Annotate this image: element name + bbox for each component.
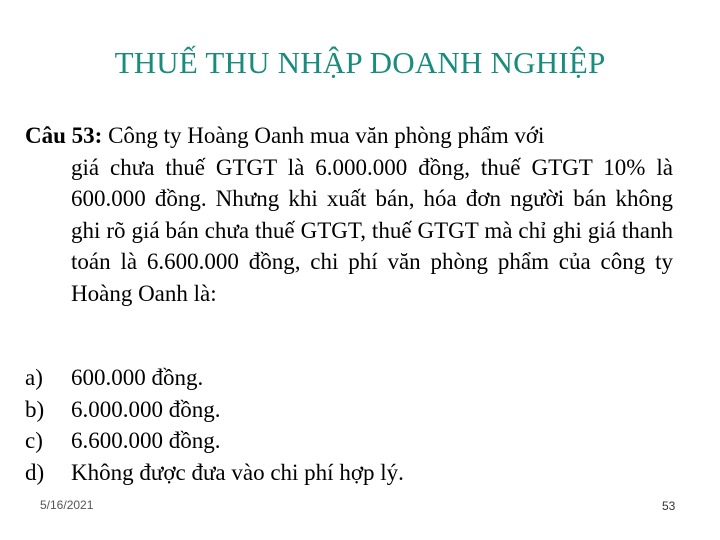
option-text: 6.600.000 đồng. (71, 428, 221, 454)
question-first-line (25, 120, 673, 152)
answer-options (25, 362, 685, 488)
question-body: giá chưa thuế GTGT là 6.000.000 đồng, thuế GTGT 10% là 600.000 đồng. Nhưng khi xuất bán, hóa đơn người bán không ghi rõ giá bán chưa thuế GTGT, thuế GTGT mà chỉ ghi giá thanh toán là 6.600.000 đồng, chi phí văn phòng phẩm của công ty Hoàng Oanh là: (71, 154, 673, 306)
option-letter: a) (25, 365, 43, 390)
footer-date: 5/16/2021 (40, 498, 94, 512)
option-c (25, 425, 685, 457)
option-letter: c) (25, 428, 43, 454)
option-text: 6.000.000 đồng. (71, 396, 221, 422)
slide-title: THUẾ THU NHẬP DOANH NGHIỆP (114, 45, 606, 80)
option-text: Không được đưa vào chi phí hợp lý. (71, 459, 404, 485)
option-a (25, 362, 685, 394)
option-letter: b) (25, 396, 45, 422)
page-number: 53 (662, 499, 676, 513)
question-block (25, 120, 673, 310)
option-d (25, 457, 685, 489)
question-first-text: Công ty Hoàng Oanh mua văn phòng phẩm với (102, 123, 545, 148)
option-letter: d) (25, 459, 45, 485)
question-label: Câu 53: (25, 123, 103, 148)
option-b (25, 394, 685, 426)
option-text: 600.000 đồng. (71, 365, 204, 390)
